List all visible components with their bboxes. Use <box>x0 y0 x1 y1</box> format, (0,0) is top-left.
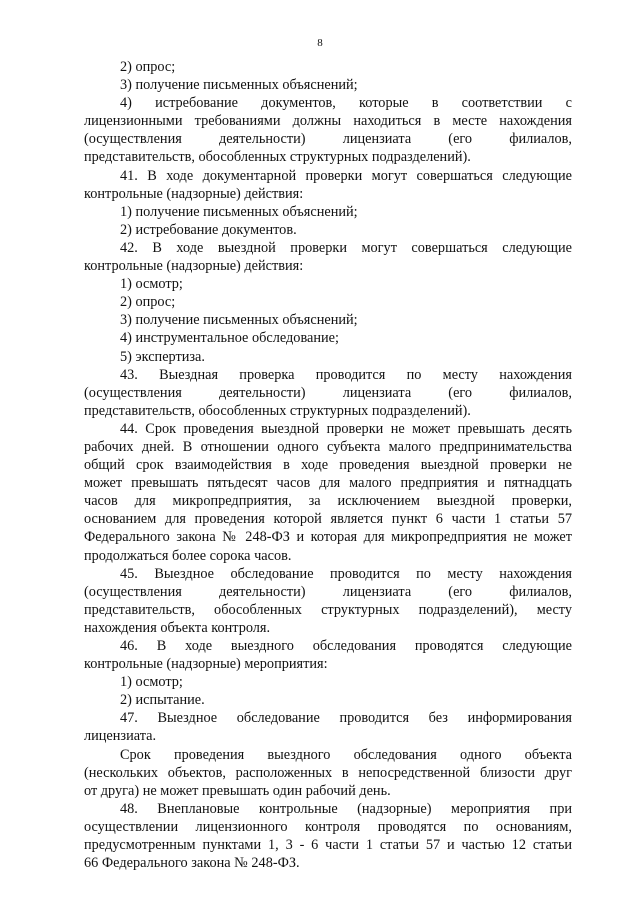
text-line: контрольные (надзорные) мероприятия: <box>84 656 328 673</box>
text-line: 2) опрос; <box>120 59 176 75</box>
text-line: нахождения объекта контроля. <box>84 619 271 636</box>
text-line: может превышать пятьдесят часов для малого предприятия и пятнадцать <box>84 475 572 492</box>
text-line: от друга) не может превышать один рабочий день. <box>84 782 391 799</box>
text-line: Федерального закона № 248-ФЗ и которая для микропредприятия не может <box>84 529 572 546</box>
text-line: основанием для проведения которой является пункт 6 части 1 статьи 57 <box>84 511 572 528</box>
text-line: рабочих дней. В отношении одного субъекта малого предпринимательства <box>84 438 572 455</box>
text-line: общий срок взаимодействия в ходе проведения выездной проверки не <box>84 457 572 474</box>
text-line: 66 Федерального закона № 248-ФЗ. <box>84 855 300 872</box>
text-line: 46. В ходе выездного обследования проводятся следующие <box>120 638 572 654</box>
text-line: 5) экспертиза. <box>120 348 205 365</box>
text-line: осуществлении лицензионного контроля проводятся по основаниям, <box>84 818 572 835</box>
text-line: продолжаться более сорока часов. <box>84 547 292 564</box>
text-line: 3) получение письменных объяснений; <box>120 77 358 94</box>
text-line: представительств, обособленных структурных подразделений), месту <box>84 601 572 618</box>
text-line: (осуществления деятельности) лицензиата (его филиалов, <box>84 384 572 401</box>
text-line: 47. Выездное обследование проводится без информирования <box>120 710 572 727</box>
text-line: часов для микропредприятия, за исключением выездной проверки, <box>84 493 572 510</box>
text-line: 2) испытание. <box>120 692 205 709</box>
text-line: лицензионными требованиями должны находиться в месте нахождения <box>84 113 572 130</box>
text-line: 4) истребование документов, которые в соответствии с <box>120 95 572 112</box>
text-line: 43. Выездная проверка проводится по месту нахождения <box>120 366 572 383</box>
text-line: представительств, обособленных структурных подразделений). <box>84 402 471 419</box>
text-line: 48. Внеплановые контрольные (надзорные) мероприятия при <box>120 800 572 817</box>
text-line: (осуществления деятельности) лицензиата (его филиалов, <box>84 583 572 600</box>
text-line: контрольные (надзорные) действия: <box>84 258 304 275</box>
text-line: 4) инструментальное обследование; <box>120 330 339 347</box>
text-line: представительств, обособленных структурных подразделений). <box>84 149 471 166</box>
text-line: 2) истребование документов. <box>120 221 297 238</box>
text-line: 44. Срок проведения выездной проверки не может превышать десять <box>120 420 572 437</box>
text-line: 1) получение письменных объяснений; <box>120 203 358 220</box>
document-body <box>84 58 572 872</box>
text-line: 2) опрос; <box>120 294 176 311</box>
text-line: 42. В ходе выездной проверки могут совершаться следующие <box>120 239 572 256</box>
text-line: 1) осмотр; <box>120 674 183 691</box>
text-line: предусмотренным пунктами 1, 3 - 6 части 1 статьи 57 и частью 12 статьи <box>84 837 572 854</box>
text-line: 45. Выездное обследование проводится по месту нахождения <box>120 565 572 582</box>
text-line: (нескольких объектов, расположенных в непосредственной близости друг <box>84 764 572 781</box>
text-line: Срок проведения выездного обследования одного объекта <box>120 746 572 763</box>
text-line: 1) осмотр; <box>120 276 183 293</box>
text-line: контрольные (надзорные) действия: <box>84 185 304 202</box>
text-line: (осуществления деятельности) лицензиата (его филиалов, <box>84 131 572 148</box>
text-line: лицензиата. <box>84 728 157 745</box>
text-line: 41. В ходе документарной проверки могут совершаться следующие <box>120 167 572 184</box>
page-number: 8 <box>317 37 323 49</box>
text-line: 3) получение письменных объяснений; <box>120 312 358 329</box>
